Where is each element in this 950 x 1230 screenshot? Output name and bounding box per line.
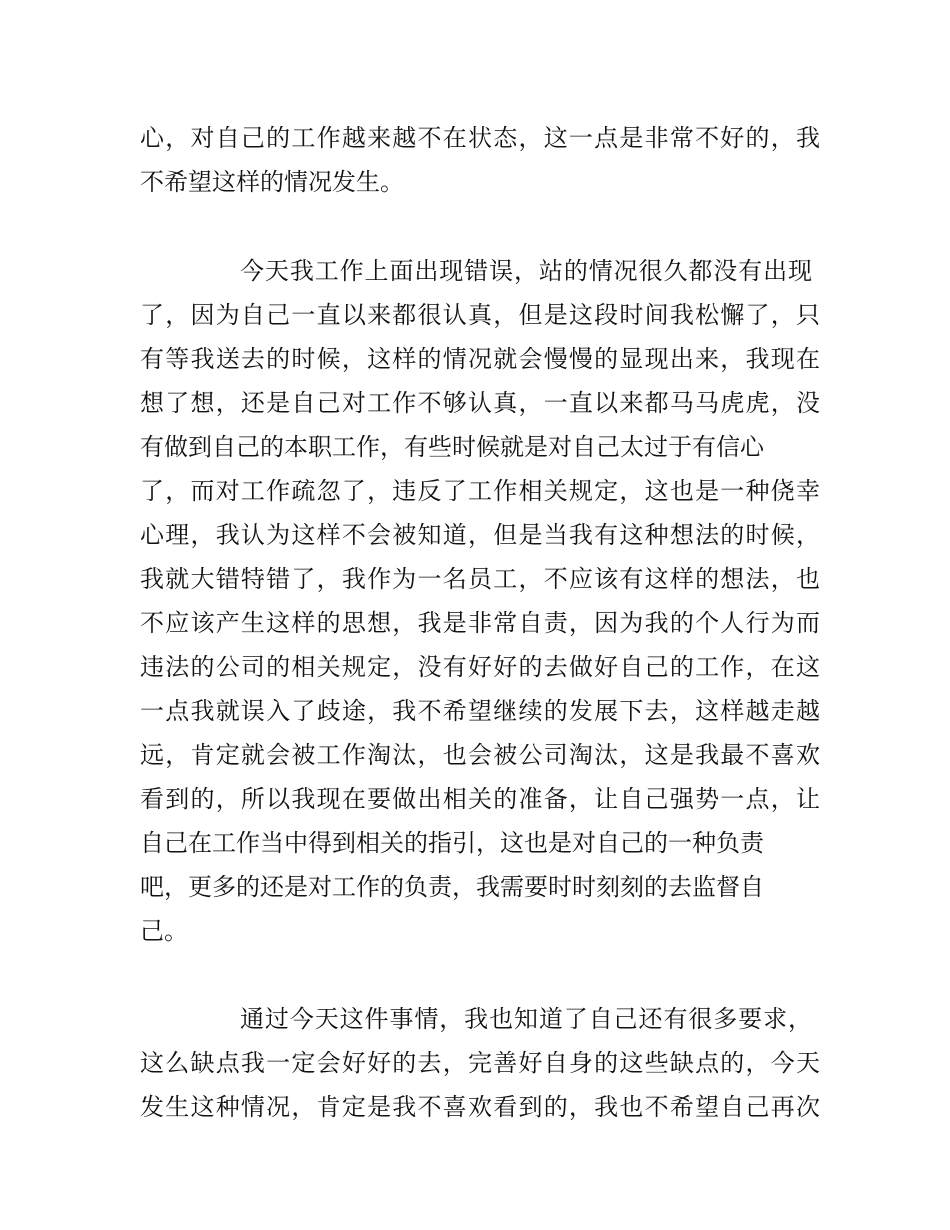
text-line: 违法的公司的相关规定，没有好好的去做好自己的工作，在这: [140, 653, 820, 681]
text-line: 看到的，所以我现在要做出相关的准备，让自己强势一点，让: [140, 785, 820, 813]
text-line: 想了想，还是自己对工作不够认真，一直以来都马马虎虎，没: [140, 389, 820, 417]
text-line: 发生这种情况，肯定是我不喜欢看到的，我也不希望自己再次: [140, 1093, 820, 1121]
text-line: 一点我就误入了歧途，我不希望继续的发展下去，这样越走越: [140, 697, 820, 725]
text-line: 了，而对工作疏忽了，违反了工作相关规定，这也是一种侥幸: [140, 477, 820, 505]
text-line: 己。: [140, 917, 188, 945]
text-line: 自己在工作当中得到相关的指引，这也是对自己的一种负责: [140, 829, 764, 857]
text-line: 不希望这样的情况发生。: [140, 168, 404, 196]
text-line: 不应该产生这样的思想，我是非常自责，因为我的个人行为而: [140, 609, 820, 637]
text-line: 今天我工作上面出现错误，站的情况很久都没有出现: [240, 257, 812, 285]
text-line: 心理，我认为这样不会被知道，但是当我有这种想法的时候，: [140, 521, 820, 549]
text-line: 了，因为自己一直以来都很认真，但是这段时间我松懈了，只: [140, 301, 820, 329]
text-line: 有等我送去的时候，这样的情况就会慢慢的显现出来，我现在: [140, 345, 820, 373]
text-line: 心，对自己的工作越来越不在状态，这一点是非常不好的，我: [140, 124, 820, 152]
text-line: 有做到自己的本职工作，有些时候就是对自己太过于有信心: [140, 433, 764, 461]
text-line: 吧，更多的还是对工作的负责，我需要时时刻刻的去监督自: [140, 873, 764, 901]
text-line: 我就大错特错了，我作为一名员工，不应该有这样的想法，也: [140, 565, 820, 593]
text-line: 通过今天这件事情，我也知道了自己还有很多要求，: [240, 1005, 812, 1033]
text-line: 远，肯定就会被工作淘汰，也会被公司淘汰，这是我最不喜欢: [140, 741, 820, 769]
text-line: 这么缺点我一定会好好的去，完善好自身的这些缺点的，今天: [140, 1049, 820, 1077]
